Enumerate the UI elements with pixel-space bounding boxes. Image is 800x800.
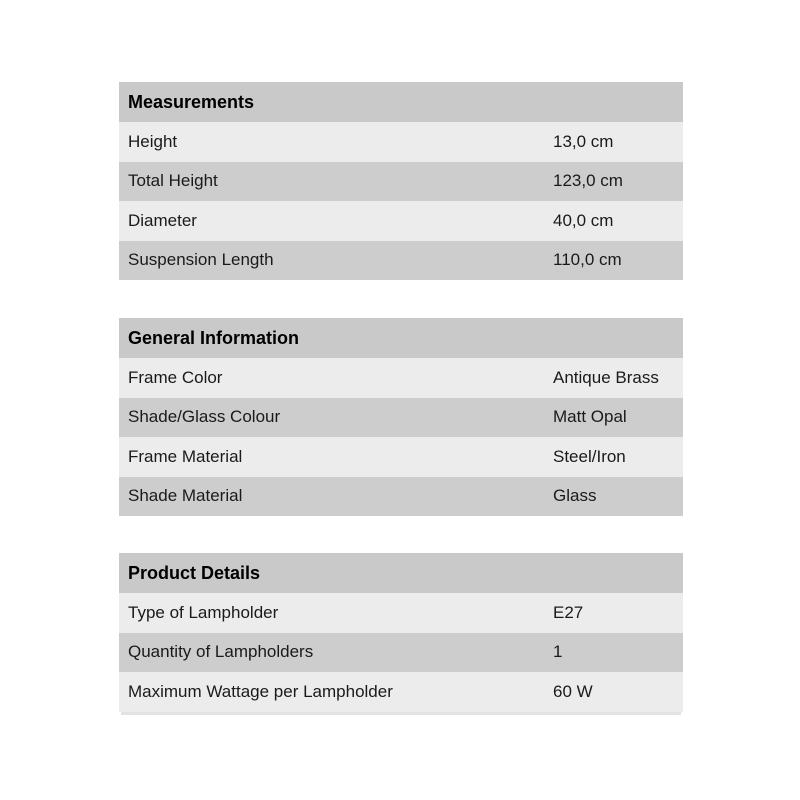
table-row bbox=[119, 398, 683, 438]
spec-label: Total Height bbox=[128, 171, 218, 191]
measurements-table bbox=[119, 82, 683, 280]
spec-value: 60 W bbox=[553, 681, 593, 701]
table-row bbox=[119, 201, 683, 241]
spec-value: Glass bbox=[553, 486, 597, 506]
spec-value: Antique Brass bbox=[553, 367, 659, 387]
table-row bbox=[119, 672, 683, 712]
spec-label: Suspension Length bbox=[128, 250, 274, 270]
table-row bbox=[119, 358, 683, 398]
table-row bbox=[119, 122, 683, 162]
spec-label: Quantity of Lampholders bbox=[128, 642, 314, 662]
product-details-table bbox=[119, 553, 683, 715]
table-row bbox=[119, 162, 683, 202]
table-row bbox=[119, 477, 683, 517]
spec-value: E27 bbox=[553, 602, 584, 622]
section-header: Product Details bbox=[119, 553, 683, 593]
spec-value: Steel/Iron bbox=[553, 446, 626, 466]
spec-value: 40,0 cm bbox=[553, 210, 614, 230]
spec-value: 13,0 cm bbox=[553, 131, 614, 151]
table-row bbox=[119, 241, 683, 281]
spec-value: 110,0 cm bbox=[553, 250, 622, 270]
section-header: General Information bbox=[119, 318, 683, 358]
spec-value: 123,0 cm bbox=[553, 171, 623, 191]
table-row bbox=[119, 437, 683, 477]
spec-label: Maximum Wattage per Lampholder bbox=[128, 681, 393, 701]
table-bottom-divider bbox=[121, 712, 681, 715]
table-row bbox=[119, 633, 683, 673]
spec-label: Type of Lampholder bbox=[128, 602, 279, 622]
spec-label: Height bbox=[128, 131, 178, 151]
spec-label: Shade/Glass Colour bbox=[128, 407, 281, 427]
spec-label: Frame Color bbox=[128, 367, 223, 387]
spec-value: Matt Opal bbox=[553, 407, 627, 427]
spec-label: Shade Material bbox=[128, 486, 243, 506]
general-information-table bbox=[119, 318, 683, 516]
table-row bbox=[119, 593, 683, 633]
spec-label: Diameter bbox=[128, 210, 197, 230]
section-header: Measurements bbox=[119, 82, 683, 122]
spec-value: 1 bbox=[553, 642, 563, 662]
spec-label: Frame Material bbox=[128, 446, 243, 466]
